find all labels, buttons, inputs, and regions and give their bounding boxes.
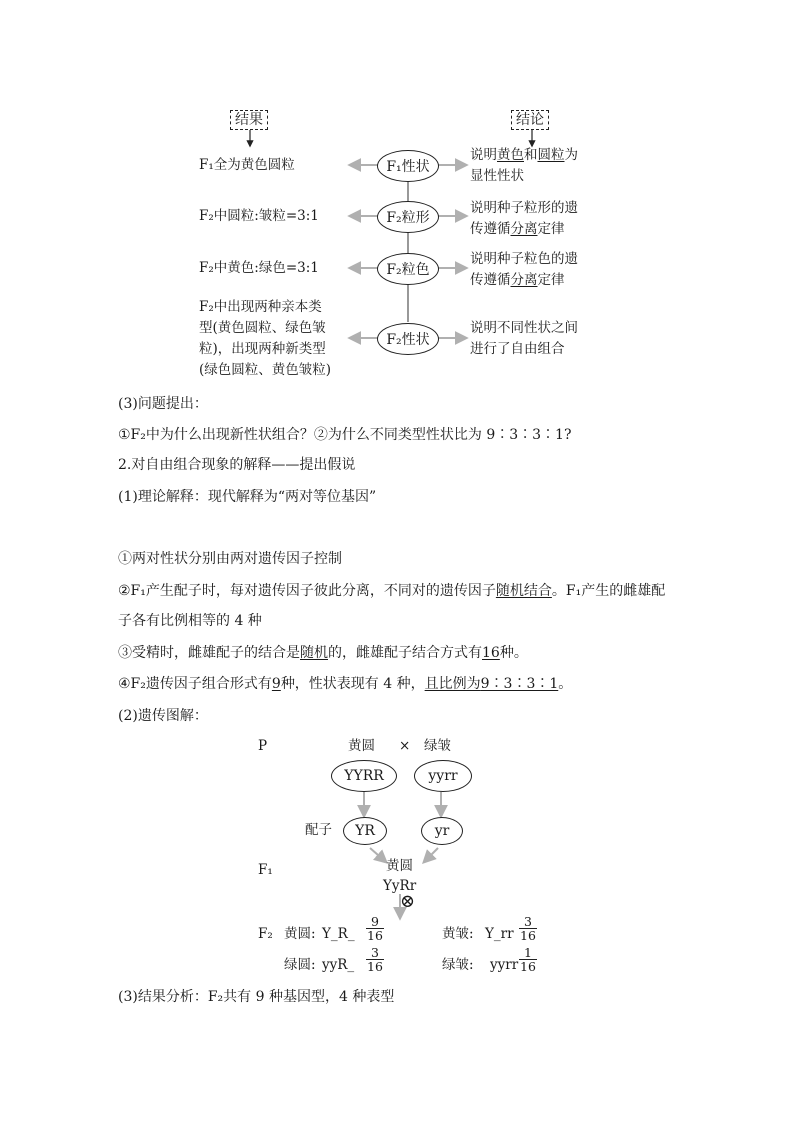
- section-2-2: (2)遗传图解：: [118, 708, 208, 724]
- result-f2-line1: F₂中出现两种亲本类: [199, 299, 322, 315]
- result-f2-line3: 粒)，出现两种新类型: [199, 341, 326, 357]
- conclusion-2-line2: 传遵循分离定律: [470, 221, 565, 237]
- f2-row1-fraction: 9 16: [367, 914, 383, 943]
- gamete-1: YR: [343, 817, 387, 845]
- conclusion-4-line1: 说明不同性状之间: [470, 320, 578, 336]
- conclusion-3-line2: 传遵循分离定律: [470, 272, 565, 288]
- self-cross-icon: ⊗: [400, 891, 416, 912]
- result-f2-color: F₂中黄色:绿色=3:1: [199, 260, 319, 276]
- p-label: P: [258, 738, 268, 754]
- f2-row2-fraction: 3 16: [520, 914, 536, 943]
- question-heading: (3)问题提出：: [118, 396, 208, 412]
- f2-row3-genotype: yyR_: [322, 957, 355, 973]
- conclusion-2-line1: 说明种子粒形的遗: [470, 200, 578, 216]
- f2-row2-phenotype: 黄皱:: [442, 926, 474, 942]
- node-f2-color: F₂粒色: [377, 253, 439, 285]
- result-f2-line2: 型(黄色圆粒、绿色皱: [199, 320, 326, 336]
- result-f2-shape: F₂中圆粒:皱粒=3:1: [199, 208, 319, 224]
- f2-row3-phenotype: 绿圆:: [284, 957, 316, 973]
- gamete-label: 配子: [305, 822, 332, 838]
- f2-row4-genotype: yyrr: [490, 957, 519, 973]
- section-2-heading: 2.对自由组合现象的解释——提出假说: [118, 457, 356, 473]
- parent2-phenotype: 绿皱: [424, 738, 451, 754]
- f1-label: F₁: [258, 862, 273, 878]
- f2-row1-genotype: Y_R_: [322, 926, 355, 942]
- node-f2-trait: F₂性状: [377, 323, 439, 355]
- f2-row1-phenotype: 黄圆:: [284, 926, 316, 942]
- parent1-genotype: YYRR: [331, 760, 397, 792]
- section-2-3: (3)结果分析：F₂共有 9 种基因型，4 种表型: [118, 989, 395, 1005]
- node-f1-trait: F₁性状: [377, 150, 439, 182]
- question-body: ①F₂中为什么出现新性状组合？②为什么不同类型性状比为 9∶3∶3∶1?: [118, 427, 572, 443]
- f1-genotype: YyRr: [383, 878, 417, 894]
- cross-symbol: ×: [399, 738, 411, 754]
- result-f1: F₁全为黄色圆粒: [199, 157, 295, 173]
- conclusion-3-line1: 说明种子粒色的遗: [470, 251, 578, 267]
- conclusion-label: 结论: [511, 110, 549, 130]
- point-2-line1: ②F₁产生配子时，每对遗传因子彼此分离，不同对的遗传因子随机结合。F₁产生的雌雄配: [118, 583, 666, 599]
- result-f2-line4: (绿色圆粒、黄色皱粒): [199, 362, 332, 378]
- f2-row3-fraction: 3 16: [367, 945, 383, 974]
- f2-row2-genotype: Y_rr: [485, 926, 514, 942]
- f2-row4-fraction: 1 16: [520, 945, 536, 974]
- f1-phenotype: 黄圆: [386, 858, 413, 874]
- point-1: ①两对性状分别由两对遗传因子控制: [118, 551, 342, 567]
- f2-label: F₂: [258, 926, 273, 942]
- parent2-genotype: yyrr: [414, 760, 472, 792]
- conclusion-1-line2: 显性性状: [470, 168, 524, 184]
- conclusion-4-line2: 进行了自由组合: [470, 341, 565, 357]
- section-2-1: (1)理论解释：现代解释为“两对等位基因”: [118, 489, 377, 505]
- conclusion-1-line1: 说明黄色和圆粒为: [470, 147, 578, 163]
- point-3: ③受精时，雌雄配子的结合是随机的，雌雄配子结合方式有16种。: [118, 645, 528, 661]
- node-f2-shape: F₂粒形: [377, 201, 439, 233]
- f2-row4-phenotype: 绿皱:: [442, 957, 474, 973]
- parent1-phenotype: 黄圆: [348, 738, 375, 754]
- point-2-line2: 子各有比例相等的 4 种: [118, 613, 262, 629]
- point-4: ④F₂遗传因子组合形式有9种，性状表现有 4 种，且比例为9∶3∶3∶1。: [118, 676, 573, 692]
- result-label: 结果: [230, 110, 268, 130]
- gamete-2: yr: [421, 817, 463, 845]
